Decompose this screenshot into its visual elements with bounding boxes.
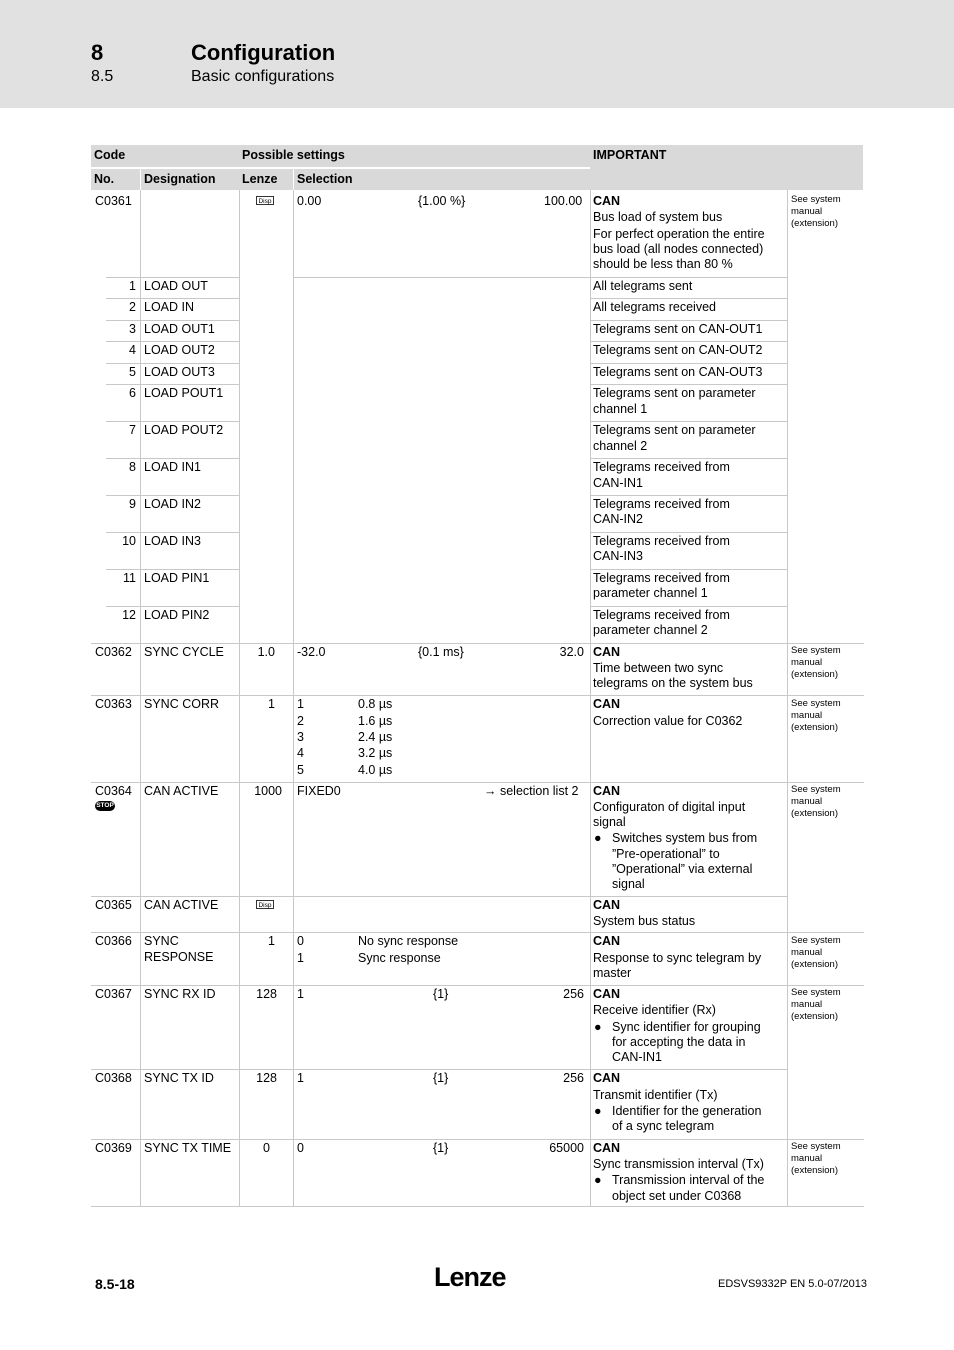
code-cell: C0363 — [95, 697, 132, 711]
row-line — [106, 320, 240, 321]
page-header — [0, 0, 954, 108]
row-line — [91, 643, 864, 644]
important-line: should be less than 80 % — [593, 257, 733, 271]
subcode-name: LOAD OUT3 — [144, 365, 215, 379]
subcode-name: LOAD IN — [144, 300, 195, 314]
code-cell: C0364 — [95, 784, 132, 798]
subcode-no: 10 — [122, 534, 136, 548]
grid-line — [293, 190, 294, 1206]
designation-cell: SYNC — [144, 934, 179, 948]
header-divider — [91, 168, 590, 169]
important-line: Transmit identifier (Tx) — [593, 1088, 718, 1102]
option-text: 4.0 µs — [358, 763, 393, 777]
important-title: CAN — [593, 1141, 621, 1155]
subcode-important: parameter channel 1 — [593, 586, 708, 600]
code-cell: C0368 — [95, 1071, 132, 1085]
lenze-default: 1000 — [254, 784, 282, 798]
important-title: CAN — [593, 784, 621, 798]
bullet-line: ”Pre-operational” to — [612, 847, 720, 861]
display-only-icon: Disp — [256, 196, 274, 205]
reference-note: See system manual (extension) — [791, 698, 841, 733]
option-text: 0.8 µs — [358, 697, 393, 711]
row-line — [106, 363, 240, 364]
row-line — [91, 782, 864, 783]
subcode-name: LOAD IN2 — [144, 497, 201, 511]
option-value: 2 — [297, 714, 304, 728]
subcode-important: Telegrams received from — [593, 497, 730, 511]
designation-cell: SYNC TX ID — [144, 1071, 214, 1085]
lenze-default: 1 — [268, 934, 275, 948]
section-number: 8.5 — [91, 68, 114, 85]
header-possible-settings: Possible settings — [239, 145, 590, 167]
header-lenze: Lenze — [239, 169, 293, 190]
subcode-important: All telegrams sent — [593, 279, 693, 293]
row-line — [106, 298, 240, 299]
row-line — [106, 532, 240, 533]
important-title: CAN — [593, 645, 621, 659]
step-value: {0.1 ms} — [418, 645, 464, 659]
designation-cell: SYNC CYCLE — [144, 645, 224, 659]
subcode-name: LOAD OUT1 — [144, 322, 215, 336]
code-cell: C0365 — [95, 898, 132, 912]
lenze-default: 0 — [263, 1141, 270, 1155]
step-value: {1} — [433, 1141, 449, 1155]
important-line: System bus status — [593, 914, 696, 928]
subcode-name: LOAD PIN2 — [144, 608, 210, 622]
code-cell: C0361 — [95, 194, 132, 208]
subcode-no: 6 — [129, 386, 136, 400]
subcode-important: CAN-IN1 — [593, 476, 644, 490]
important-line: telegrams on the system bus — [593, 676, 753, 690]
subcode-important: Telegrams sent on CAN-OUT1 — [593, 322, 763, 336]
lenze-default: 128 — [256, 1071, 277, 1085]
bullet-line: ”Operational” via external — [612, 862, 753, 876]
code-cell: C0367 — [95, 987, 132, 1001]
subcode-important: Telegrams received from — [593, 608, 730, 622]
subcode-name: LOAD OUT2 — [144, 343, 215, 357]
bullet-line: object set under C0368 — [612, 1189, 742, 1203]
selection-value: FIXED0 — [297, 784, 341, 798]
row-line — [293, 277, 788, 278]
important-title: CAN — [593, 697, 621, 711]
designation-cell: SYNC TX TIME — [144, 1141, 232, 1155]
row-line — [91, 932, 864, 933]
document-id: EDSVS9332P EN 5.0-07/2013 — [718, 1278, 868, 1290]
bullet-icon: ● — [594, 831, 602, 845]
row-line — [106, 421, 240, 422]
subcode-no: 7 — [129, 423, 136, 437]
grid-line — [590, 190, 591, 1206]
row-line — [106, 341, 240, 342]
bullet-line: signal — [612, 877, 645, 891]
subcode-name: LOAD POUT2 — [144, 423, 224, 437]
row-line — [91, 985, 864, 986]
row-line — [106, 384, 240, 385]
option-value: 3 — [297, 730, 304, 744]
designation-cell: RESPONSE — [144, 950, 214, 964]
min-value: -32.0 — [297, 645, 326, 659]
important-line: Correction value for C0362 — [593, 714, 743, 728]
subcode-name: LOAD PIN1 — [144, 571, 210, 585]
row-line — [91, 896, 788, 897]
option-value: 4 — [297, 746, 304, 760]
important-title: CAN — [593, 987, 621, 1001]
row-line — [590, 384, 788, 385]
important-line: Time between two sync — [593, 661, 724, 675]
subcode-important: CAN-IN3 — [593, 549, 644, 563]
option-text: No sync response — [358, 934, 459, 948]
bullet-icon: ● — [594, 1020, 602, 1034]
designation-cell: CAN ACTIVE — [144, 784, 219, 798]
row-line — [106, 495, 240, 496]
row-line — [590, 341, 788, 342]
subcode-no: 3 — [129, 322, 136, 336]
subcode-important: channel 1 — [593, 402, 648, 416]
row-line — [590, 458, 788, 459]
subcode-important: Telegrams received from — [593, 460, 730, 474]
max-value: 32.0 — [559, 645, 584, 659]
subcode-no: 8 — [129, 460, 136, 474]
min-value: 0.00 — [297, 194, 322, 208]
bullet-icon: ● — [594, 1104, 602, 1118]
bullet-line: for accepting the data in — [612, 1035, 746, 1049]
subcode-important: Telegrams received from — [593, 571, 730, 585]
subcode-important: CAN-IN2 — [593, 512, 644, 526]
subcode-name: LOAD IN1 — [144, 460, 201, 474]
row-line — [590, 606, 788, 607]
header-selection: Selection — [294, 169, 590, 190]
important-line: bus load (all nodes connected) — [593, 242, 764, 256]
max-value: 65000 — [549, 1141, 584, 1155]
subcode-important: Telegrams sent on CAN-OUT2 — [593, 343, 763, 357]
reference-note: See system manual (extension) — [791, 935, 841, 970]
row-line — [106, 569, 240, 570]
option-text: Sync response — [358, 951, 441, 965]
reference-note: See system manual (extension) — [791, 645, 841, 680]
subcode-no: 9 — [129, 497, 136, 511]
stop-icon: STOP — [96, 802, 114, 809]
lenze-default: 1 — [268, 697, 275, 711]
subcode-name: LOAD IN3 — [144, 534, 201, 548]
subcode-important: Telegrams sent on parameter — [593, 386, 756, 400]
grid-line — [239, 190, 240, 1206]
bullet-icon: ● — [594, 1173, 602, 1187]
row-line — [91, 695, 864, 696]
important-title: CAN — [593, 1071, 621, 1085]
bullet-line: Identifier for the generation — [612, 1104, 762, 1118]
important-line: For perfect operation the entire — [593, 227, 765, 241]
row-line — [106, 277, 240, 278]
option-text: 3.2 µs — [358, 746, 393, 760]
important-line: Configuraton of digital input — [593, 800, 746, 814]
subcode-important: parameter channel 2 — [593, 623, 708, 637]
row-line — [590, 363, 788, 364]
option-text: 2.4 µs — [358, 730, 393, 744]
important-line: Sync transmission interval (Tx) — [593, 1157, 764, 1171]
min-value: 0 — [297, 1141, 304, 1155]
max-value: 256 — [563, 987, 584, 1001]
designation-cell: SYNC RX ID — [144, 987, 216, 1001]
important-line: master — [593, 966, 632, 980]
bullet-line: Sync identifier for grouping — [612, 1020, 761, 1034]
bullet-line: Transmission interval of the — [612, 1173, 765, 1187]
selection-reference: → selection list 2 — [484, 784, 579, 798]
important-line: Bus load of system bus — [593, 210, 723, 224]
bullet-line: Switches system bus from — [612, 831, 758, 845]
display-only-icon: Disp — [256, 900, 274, 909]
lenze-default: 128 — [256, 987, 277, 1001]
subcode-no: 2 — [129, 300, 136, 314]
option-value: 1 — [297, 697, 304, 711]
row-line — [91, 1139, 864, 1140]
subcode-no: 11 — [123, 571, 136, 585]
chapter-title: Configuration — [191, 40, 336, 65]
subcode-important: All telegrams received — [593, 300, 716, 314]
subcode-important: Telegrams sent on parameter — [593, 423, 756, 437]
bullet-line: CAN-IN1 — [612, 1050, 663, 1064]
subcode-no: 1 — [129, 279, 136, 293]
reference-note: See system manual (extension) — [791, 784, 841, 819]
row-line — [91, 1206, 864, 1207]
row-line — [106, 606, 240, 607]
row-line — [590, 320, 788, 321]
min-value: 1 — [297, 987, 304, 1001]
option-value: 0 — [297, 934, 304, 948]
min-value: 1 — [297, 1071, 304, 1085]
chapter-number: 8 — [91, 40, 104, 65]
important-title: CAN — [593, 934, 621, 948]
max-value: 256 — [563, 1071, 584, 1085]
option-value: 1 — [297, 951, 304, 965]
header-important: IMPORTANT — [590, 145, 863, 190]
page-number: 8.5-18 — [95, 1276, 135, 1292]
bullet-line: of a sync telegram — [612, 1119, 715, 1133]
important-line: Response to sync telegram by — [593, 951, 762, 965]
row-line — [590, 298, 788, 299]
header-designation: Designation — [141, 169, 239, 190]
subcode-important: Telegrams received from — [593, 534, 730, 548]
header-code: Code — [91, 145, 239, 167]
code-cell: C0369 — [95, 1141, 132, 1155]
row-line — [590, 569, 788, 570]
reference-note: See system manual (extension) — [791, 987, 841, 1022]
important-title: CAN — [593, 898, 621, 912]
row-line — [590, 495, 788, 496]
subcode-no: 5 — [129, 365, 136, 379]
step-value: {1} — [433, 1071, 449, 1085]
subcode-important: channel 2 — [593, 439, 648, 453]
row-line — [590, 532, 788, 533]
option-text: 1.6 µs — [358, 714, 393, 728]
row-line — [590, 421, 788, 422]
subcode-no: 12 — [122, 608, 136, 622]
important-line: signal — [593, 815, 626, 829]
grid-line — [140, 190, 141, 1206]
reference-note: See system manual (extension) — [791, 194, 841, 229]
designation-cell: CAN ACTIVE — [144, 898, 219, 912]
subcode-important: Telegrams sent on CAN-OUT3 — [593, 365, 763, 379]
step-value: {1.00 %} — [418, 194, 466, 208]
max-value: 100.00 — [544, 194, 583, 208]
grid-line — [787, 190, 788, 1206]
reference-note: See system manual (extension) — [791, 1141, 841, 1176]
important-title: CAN — [593, 194, 621, 208]
subcode-name: LOAD OUT — [144, 279, 208, 293]
step-value: {1} — [433, 987, 449, 1001]
row-line — [91, 1069, 788, 1070]
option-value: 5 — [297, 763, 304, 777]
important-line: Receive identifier (Rx) — [593, 1003, 716, 1017]
designation-cell: SYNC CORR — [144, 697, 220, 711]
code-cell: C0366 — [95, 934, 132, 948]
code-cell: C0362 — [95, 645, 132, 659]
lenze-logo: Lenze — [434, 1262, 506, 1292]
lenze-default: 1.0 — [257, 645, 275, 659]
header-no: No. — [91, 169, 140, 190]
subcode-no: 4 — [129, 343, 136, 357]
section-title: Basic configurations — [191, 68, 335, 85]
subcode-name: LOAD POUT1 — [144, 386, 224, 400]
row-line — [106, 458, 240, 459]
